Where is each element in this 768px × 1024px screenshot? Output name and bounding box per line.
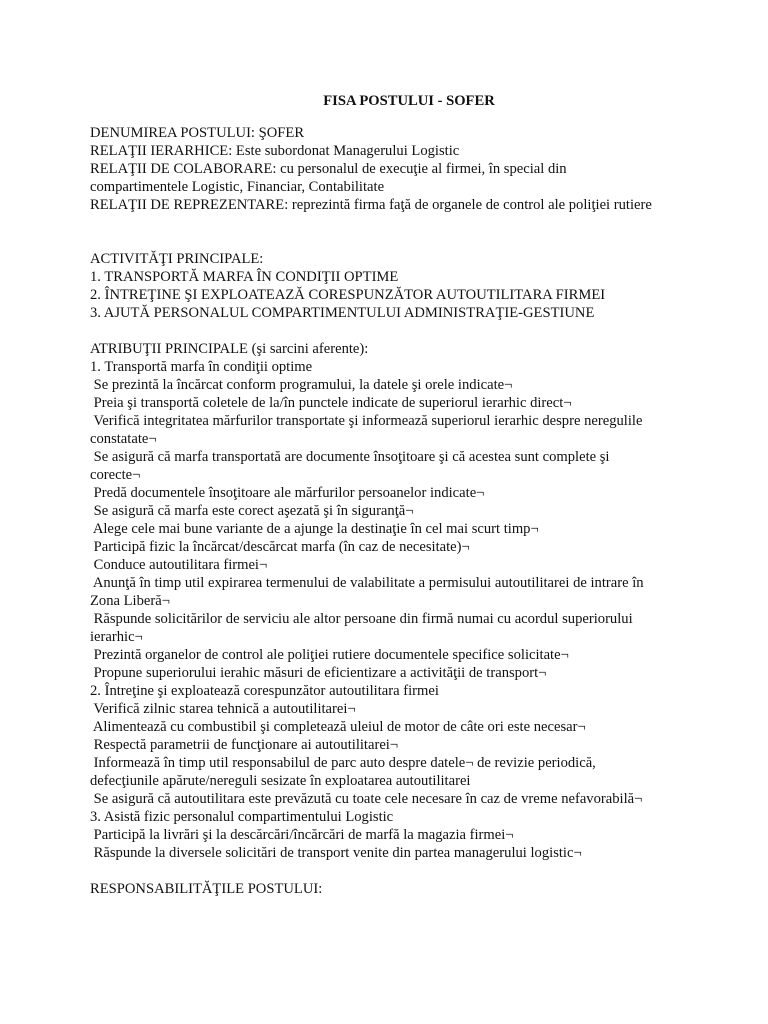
atributie-line: Propune superiorului ierahic măsuri de eficientizare a activităţii de transport¬ xyxy=(90,665,547,681)
section-heading: RESPONSABILITĂŢILE POSTULUI: xyxy=(90,881,323,897)
responsabilitati-section xyxy=(90,880,728,898)
section-heading: ATRIBUŢII PRINCIPALE (şi sarcini aferente): xyxy=(90,341,369,357)
atributie-line: Răspunde la diversele solicitări de transport venite din partea managerului logistic¬ xyxy=(90,845,582,861)
header-line: DENUMIREA POSTULUI: ŞOFER xyxy=(90,125,305,141)
atributie-line: 1. Transportă marfa în condiţii optime xyxy=(90,359,313,375)
atributie-line: Preia şi transportă coletele de la/în punctele indicate de superiorul ierarhic direct¬ xyxy=(90,395,572,411)
atributie-line: 2. Întreţine şi exploatează corespunzător autoutilitara firmei xyxy=(90,683,439,699)
atributie-line: Se asigură că marfa este corect aşezată şi în siguranţă¬ xyxy=(90,503,414,519)
header-line: RELAŢII DE REPREZENTARE: reprezintă firma faţă de organele de control ale poliţiei rutiere xyxy=(90,197,652,213)
atributie-line: Participă fizic la încărcat/descărcat marfa (în caz de necesitate)¬ xyxy=(90,539,470,555)
atributie-line: Predă documentele însoţitoare ale mărfurilor persoanelor indicate¬ xyxy=(90,485,485,501)
header-line: RELAŢII IERARHICE: Este subordonat Managerului Logistic xyxy=(90,143,460,159)
atributie-line: Verifică zilnic starea tehnică a autoutilitarei¬ xyxy=(90,701,356,717)
atributie-line: defecţiunile apărute/nereguli sesizate în exploatarea autoutilitarei xyxy=(90,773,471,789)
atributie-line: Informează în timp util responsabilul de parc auto despre datele¬ de revizie periodică, xyxy=(90,755,596,771)
atributie-line: Anunţă în timp util expirarea termenului de valabilitate a permisului autoutilitarei de intrare în xyxy=(90,575,644,591)
atributie-line: corecte¬ xyxy=(90,467,141,483)
atributie-line: Zona Liberă¬ xyxy=(90,593,170,609)
atributie-line: Alimentează cu combustibil şi completează uleiul de motor de câte ori este necesar¬ xyxy=(90,719,586,735)
activitate-item: 3. AJUTĂ PERSONALUL COMPARTIMENTULUI ADMINISTRAŢIE-GESTIUNE xyxy=(90,305,595,321)
atributie-line: Se prezintă la încărcat conform programului, la datele şi orele indicate¬ xyxy=(90,377,513,393)
header-section xyxy=(90,124,728,214)
atributie-line: Conduce autoutilitara firmei¬ xyxy=(90,557,268,573)
atributie-line: 3. Asistă fizic personalul compartimentului Logistic xyxy=(90,809,394,825)
header-line: compartimentele Logistic, Financiar, Contabilitate xyxy=(90,179,385,195)
atributie-line: Se asigură că marfa transportată are documente însoţitoare şi că acestea sunt complete şi xyxy=(90,449,610,465)
activitati-section xyxy=(90,250,728,322)
section-heading: ACTIVITĂŢI PRINCIPALE: xyxy=(90,251,264,267)
atributie-line: Participă la livrări şi la descărcări/încărcări de marfă la magazia firmei¬ xyxy=(90,827,514,843)
atributii-section xyxy=(90,340,728,862)
atributie-line: Se asigură că autoutilitara este prevăzută cu toate cele necesare în caz de vreme nefavorabilă¬ xyxy=(90,791,643,807)
atributie-line: Respectă parametrii de funcţionare ai autoutilitarei¬ xyxy=(90,737,399,753)
activitate-item: 2. ÎNTREŢINE ŞI EXPLOATEAZĂ CORESPUNZĂTOR AUTOUTILITARA FIRMEI xyxy=(90,287,606,303)
atributie-line: Verifică integritatea mărfurilor transportate şi informează superiorul ierarhic despre neregulile xyxy=(90,413,643,429)
header-line: RELAŢII DE COLABORARE: cu personalul de execuţie al firmei, în special din xyxy=(90,161,567,177)
atributii-list xyxy=(90,358,728,862)
page-title: FISA POSTULUI - SOFER xyxy=(323,93,495,109)
atributie-line: Răspunde solicitărilor de serviciu ale altor persoane din firmă numai cu acordul superiorului xyxy=(90,611,633,627)
atributie-line: Alege cele mai bune variante de a ajunge la destinaţie în cel mai scurt timp¬ xyxy=(90,521,539,537)
atributie-line: ierarhic¬ xyxy=(90,629,143,645)
atributie-line: constatate¬ xyxy=(90,431,157,447)
atributie-line: Prezintă organelor de control ale poliţiei rutiere documentele specifice solicitate¬ xyxy=(90,647,569,663)
activitate-item: 1. TRANSPORTĂ MARFA ÎN CONDIŢII OPTIME xyxy=(90,269,399,285)
